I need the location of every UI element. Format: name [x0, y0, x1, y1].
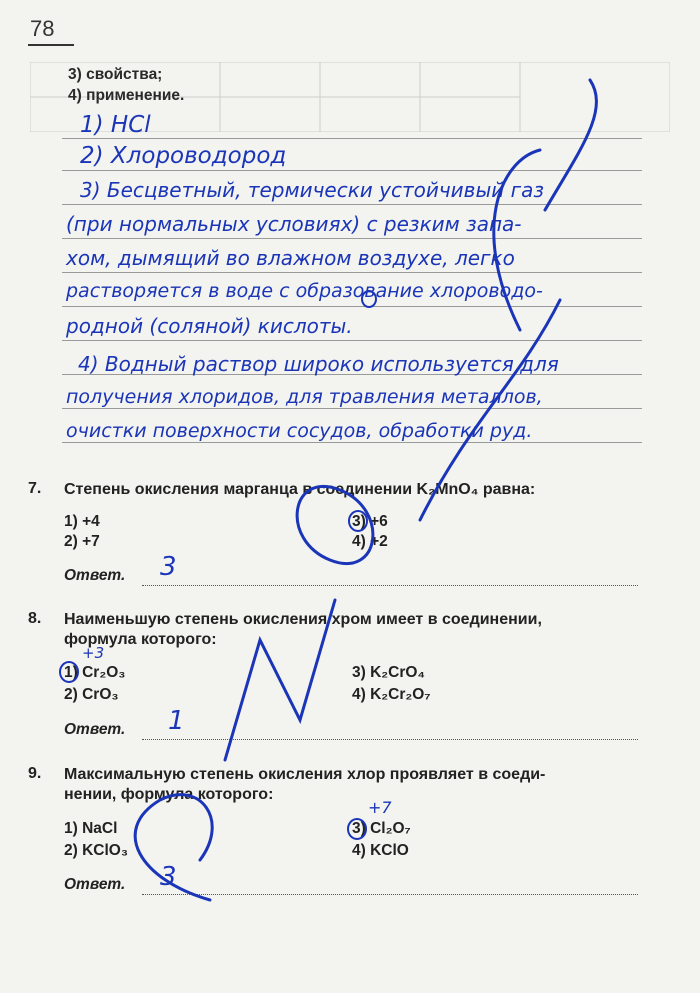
question-9-text-line-2: нении, формула которого: — [64, 786, 274, 803]
handwritten-line: 2) Хлороводород — [80, 143, 287, 169]
handwritten-line: (при нормальных условиях) с резким запа- — [66, 212, 522, 236]
handwritten-line: 3) Бесцветный, термически устойчивый газ — [80, 178, 544, 202]
handwritten-line: очистки поверхности сосудов, обработки руд. — [66, 420, 533, 442]
question-8-option-4: 4) K₂Cr₂O₇ — [352, 686, 431, 703]
question-9-text-line-1: Максимальную степень окисления хлор проявляет в соеди- — [64, 766, 546, 783]
question-7-handwritten-answer: 3 — [160, 552, 177, 582]
handwritten-line: 4) Водный раствор широко используется для — [78, 352, 559, 376]
handwritten-line: родной (соляной) кислоты. — [66, 314, 353, 338]
question-8-text-line-2: формула которого: — [64, 631, 217, 648]
question-9-option-1: 1) NaCl — [64, 820, 118, 837]
question-7-option-1: 1) +4 — [64, 513, 100, 530]
handwritten-line: 1) HCl — [80, 112, 151, 138]
stamp-scribble — [135, 80, 596, 900]
handwritten-line: растворяется в воде с образование хлороводо- — [66, 280, 543, 302]
question-9-answer-label: Ответ. — [64, 876, 126, 893]
prev-item-properties: 3) свойства; — [68, 66, 163, 83]
question-7-option-3: 3) +6 — [352, 513, 388, 530]
handwritten-line: хом, дымящий во влажном воздухе, легко — [66, 246, 515, 270]
question-7-option-2: 2) +7 — [64, 533, 100, 550]
question-7-answer-label: Ответ. — [64, 567, 126, 584]
question-8-handwritten-answer: 1 — [168, 706, 185, 736]
question-9-option-2: 2) KClO₃ — [64, 842, 129, 859]
handwritten-line: получения хлоридов, для травления металлов, — [66, 386, 543, 408]
circle-mark — [349, 511, 367, 531]
question-8-option-1: 1) Cr₂O₃ — [64, 664, 126, 681]
question-9-number: 9. — [28, 765, 42, 782]
question-8-number: 8. — [28, 610, 42, 627]
question-7-option-4: 4) +2 — [352, 533, 388, 550]
question-8-oxidation-mark: +3 — [82, 644, 105, 662]
question-8-answer-label: Ответ. — [64, 721, 126, 738]
circle-mark — [362, 291, 376, 307]
question-9-option-3: 3) Cl₂O₇ — [352, 820, 411, 837]
question-8-option-2: 2) CrO₃ — [64, 686, 119, 703]
circle-mark — [60, 662, 78, 682]
question-7-number: 7. — [28, 480, 42, 497]
question-9-option-4: 4) KClO — [352, 842, 409, 859]
page-number: 78 — [30, 16, 55, 41]
question-9-oxidation-mark: +7 — [368, 798, 392, 817]
question-8-text-line-1: Наименьшую степень окисления хром имеет в соединении, — [64, 611, 542, 628]
circle-mark — [348, 819, 366, 839]
question-7-text: Степень окисления марганца в соединении K₂MnO₄ равна: — [64, 481, 536, 498]
prev-item-application: 4) применение. — [68, 87, 185, 104]
question-9-handwritten-answer: 3 — [160, 862, 177, 892]
question-8-option-3: 3) K₂CrO₄ — [352, 664, 425, 681]
